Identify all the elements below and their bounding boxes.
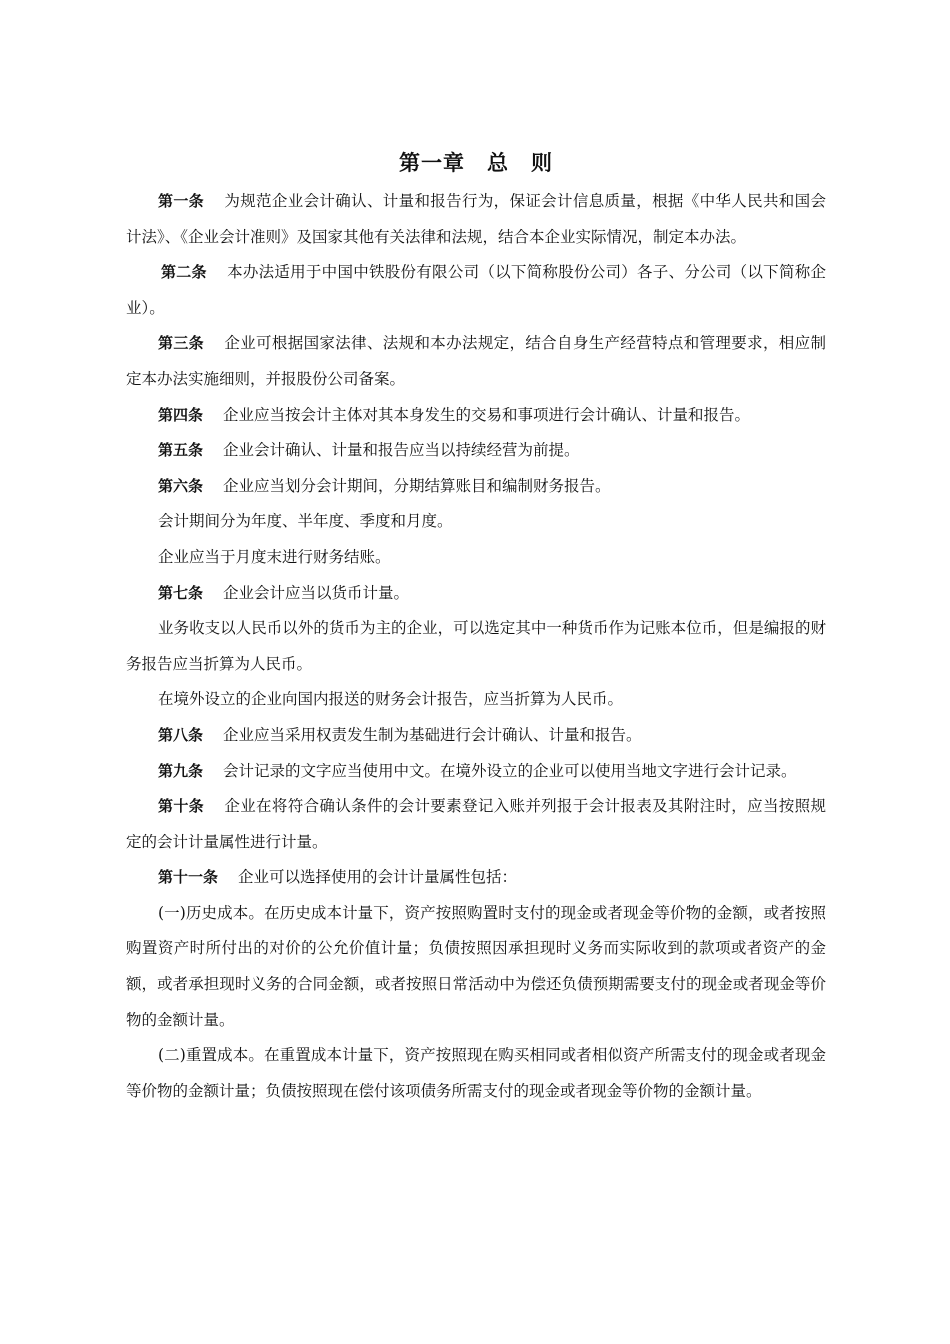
article-5 bbox=[126, 433, 826, 469]
article-2 bbox=[126, 255, 826, 326]
article-text: 为规范企业会计确认、计量和报告行为，保证会计信息质量，根据《中华人民共和国会计法》、《企业会计准则》及国家其他有关法律和法规，结合本企业实际情况，制定本办法。 bbox=[126, 192, 826, 246]
article-number: 第八条 bbox=[158, 725, 204, 744]
article-text: 会计记录的文字应当使用中文。在境外设立的企业可以使用当地文字进行会计记录。 bbox=[223, 761, 797, 780]
paragraph: (二)重置成本。在重置成本计量下，资产按照现在购买相同或者相似资产所需支付的现金或者现金等价物的金额计量；负债按照现在偿付该项债务所需支付的现金或者现金等价物的金额计量。 bbox=[126, 1046, 826, 1100]
article-text: 企业应当划分会计期间，分期结算账目和编制财务报告。 bbox=[223, 476, 611, 495]
article-7 bbox=[126, 576, 826, 612]
article-number: 第十一条 bbox=[158, 868, 219, 887]
paragraph: (一)历史成本。在历史成本计量下，资产按照购置时支付的现金或者现金等价物的金额，或者按照购置资产时所付出的对价的公允价值计量；负债按照因承担现时义务而实际收到的款项或者资产的金额，或者承担现时义务的合同金额，或者按照日常活动中为偿还负债预期需要支付的现金或者现金等价物的金额计量。 bbox=[126, 903, 826, 1029]
document-body bbox=[126, 184, 826, 1109]
article-10 bbox=[126, 789, 826, 860]
article-number: 第六条 bbox=[158, 476, 204, 495]
article-number: 第五条 bbox=[158, 441, 204, 460]
article-text: 企业应当采用权责发生制为基础进行会计确认、计量和报告。 bbox=[223, 725, 642, 744]
article-text: 企业会计应当以货币计量。 bbox=[223, 583, 410, 602]
paragraph: 会计期间分为年度、半年度、季度和月度。 bbox=[158, 512, 453, 531]
chapter-title: 第一章 总 则 bbox=[399, 151, 553, 175]
article-text: 企业在将符合确认条件的会计要素登记入账并列报于会计报表及其附注时，应当按照规定的会计计量属性进行计量。 bbox=[126, 797, 826, 851]
article-text: 企业应当按会计主体对其本身发生的交易和事项进行会计确认、计量和报告。 bbox=[223, 405, 751, 424]
article-number: 第一条 bbox=[158, 192, 205, 210]
article-6 bbox=[126, 469, 826, 505]
paragraph: 在境外设立的企业向国内报送的财务会计报告，应当折算为人民币。 bbox=[158, 690, 624, 709]
article-number: 第七条 bbox=[158, 583, 204, 602]
article-text: 企业可以选择使用的会计计量属性包括： bbox=[238, 868, 518, 887]
article-text: 企业会计确认、计量和报告应当以持续经营为前提。 bbox=[223, 441, 580, 460]
article-1 bbox=[126, 184, 826, 255]
article-text: 本办法适用于中国中铁股份有限公司（以下简称股份公司）各子、分公司（以下简称企业）。 bbox=[126, 263, 826, 317]
paragraph: 业务收支以人民币以外的货币为主的企业，可以选定其中一种货币作为记账本位币，但是编报的财务报告应当折算为人民币。 bbox=[126, 619, 826, 673]
article-number: 第三条 bbox=[158, 334, 205, 353]
article-11 bbox=[126, 860, 826, 896]
article-8 bbox=[126, 718, 826, 754]
article-number: 第九条 bbox=[158, 761, 204, 780]
article-3 bbox=[126, 326, 826, 397]
article-text: 企业可根据国家法律、法规和本办法规定，结合自身生产经营特点和管理要求，相应制定本办法实施细则，并报股份公司备案。 bbox=[126, 334, 826, 388]
article-number: 第二条 bbox=[161, 263, 207, 282]
article-number: 第十条 bbox=[158, 797, 205, 816]
article-9 bbox=[126, 754, 826, 790]
article-number: 第四条 bbox=[158, 405, 204, 424]
article-4 bbox=[126, 398, 826, 434]
paragraph: 企业应当于月度末进行财务结账。 bbox=[158, 547, 391, 566]
